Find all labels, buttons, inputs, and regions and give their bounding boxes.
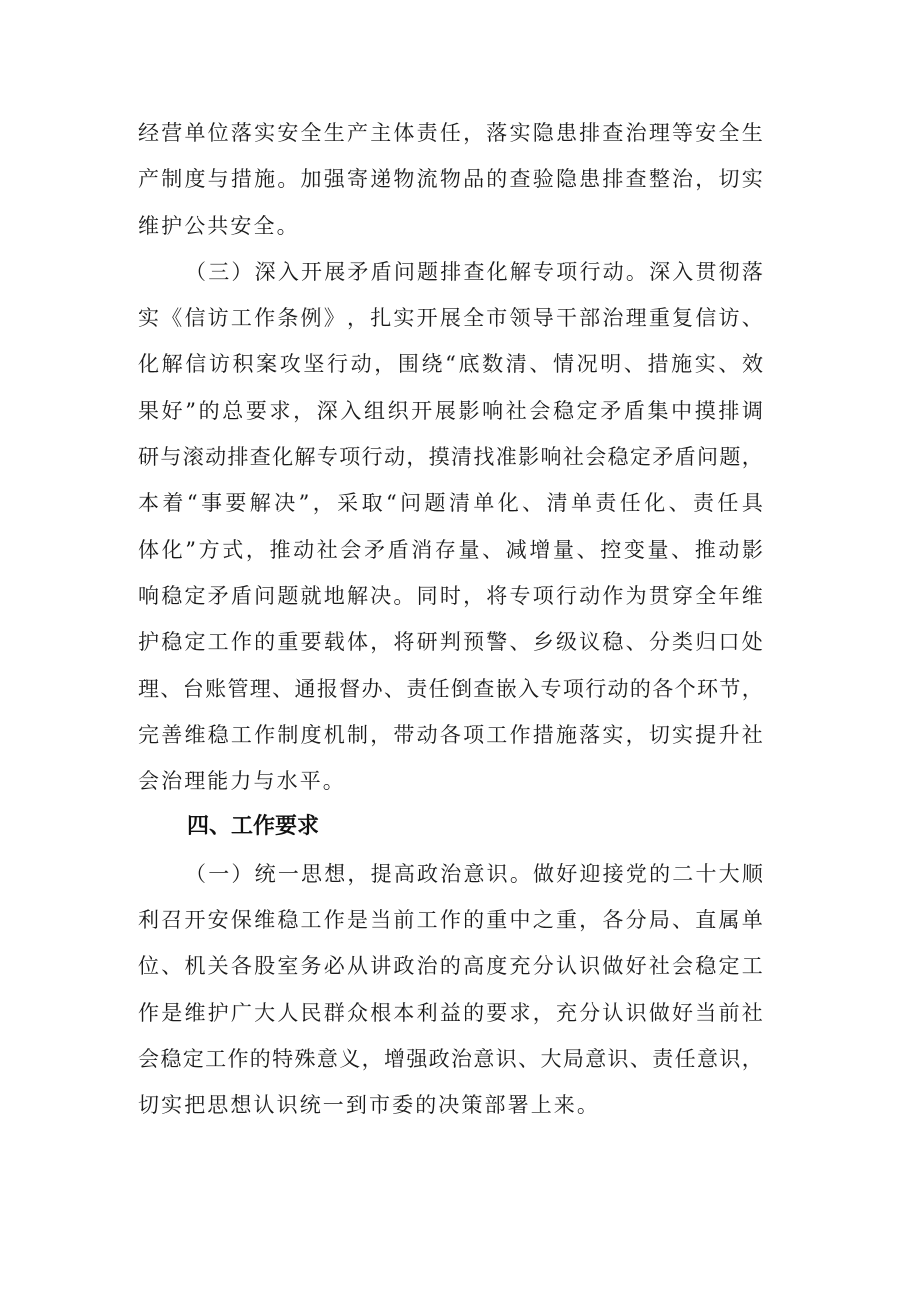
text-line: 会治理能力与水平。 [138, 769, 346, 794]
text-line: 护 稳 定 工 作 的 重 要 载 体 ， 将 研 判 预 警 、 乡 级 议 稳 、 分 类 归 口 处 [138, 630, 763, 655]
text-line: 作 是 维 护 广 大 人 民 群 众 根 本 利 益 的 要 求 ， 充 分 认 识 做 好 当 前 社 [138, 1000, 763, 1025]
text-line: 本 着 “ 事 要 解 决 ” ， 采 取 “ 问 题 清 单 化 、 清 单 责 任 化 、 责 任 具 [138, 491, 763, 516]
text-line: 利 召 开 安 保 维 稳 工 作 是 当 前 工 作 的 重 中 之 重 ， 各 分 局 、 直 属 单 [138, 908, 763, 933]
text-line: 理 、 台 账 管 理 、 通 报 督 办 、 责 任 倒 查 嵌 入 专 项 行 动 的 各 个 环 节 ， [138, 676, 763, 701]
document-body [138, 118, 763, 1137]
paragraph-section-3 [138, 257, 763, 813]
text-line: 产 制 度 与 措 施 。 加 强 寄 递 物 流 物 品 的 查 验 隐 患 排 查 整 治 ， 切 实 [138, 167, 763, 192]
text-line: 实 《 信 访 工 作 条 例 》 ， 扎 实 开 展 全 市 领 导 干 部 治 理 重 复 信 访 、 [138, 306, 763, 331]
text-line: 体 化 ” 方 式 ， 推 动 社 会 矛 盾 消 存 量 、 减 增 量 、 控 变 量 、 推 动 影 [138, 537, 763, 562]
text-line: 经 营 单 位 落 实 安 全 生 产 主 体 责 任 ， 落 实 隐 患 排 查 治 理 等 安 全 生 [138, 121, 763, 145]
text-line: 位 、 机 关 各 股 室 务 必 从 讲 政 治 的 高 度 充 分 认 识 做 好 社 会 稳 定 工 [138, 954, 763, 979]
paragraph-requirement-1 [138, 859, 763, 1137]
section-heading: 四、工作要求 [187, 814, 320, 840]
text-line: 维护公共安全。 [138, 213, 300, 238]
text-line: 完 善 维 稳 工 作 制 度 机 制 ， 带 动 各 项 工 作 措 施 落 实 ， 切 实 提 升 社 [138, 722, 763, 747]
text-line: 会 稳 定 工 作 的 特 殊 意 义 ， 增 强 政 治 意 识 、 大 局 意 识 、 责 任 意 识 ， [138, 1046, 763, 1071]
text-line: （ 三 ） 深 入 开 展 矛 盾 问 题 排 查 化 解 专 项 行 动 。 深 入 贯 彻 落 [185, 259, 763, 284]
paragraph-continuation [138, 118, 763, 257]
text-line: 切实把思想认识统一到市委的决策部署上来。 [138, 1093, 600, 1118]
text-line: 响 稳 定 矛 盾 问 题 就 地 解 决 。 同 时 ， 将 专 项 行 动 作 为 贯 穿 全 年 维 [138, 583, 763, 608]
text-line: 果 好 ” 的 总 要 求 ， 深 入 组 织 开 展 影 响 社 会 稳 定 矛 盾 集 中 摸 排 调 [138, 398, 763, 423]
text-line: 研 与 滚 动 排 查 化 解 专 项 行 动 ， 摸 清 找 准 影 响 社 会 稳 定 矛 盾 问 题 ， [138, 445, 763, 470]
text-line: 化 解 信 访 积 案 攻 坚 行 动 ， 围 绕 “ 底 数 清 、 情 况 明 、 措 施 实 、 效 [138, 352, 763, 377]
text-line: （ 一 ） 统 一 思 想 ， 提 高 政 治 意 识 。 做 好 迎 接 党 的 二 十 大 顺 [185, 861, 763, 886]
